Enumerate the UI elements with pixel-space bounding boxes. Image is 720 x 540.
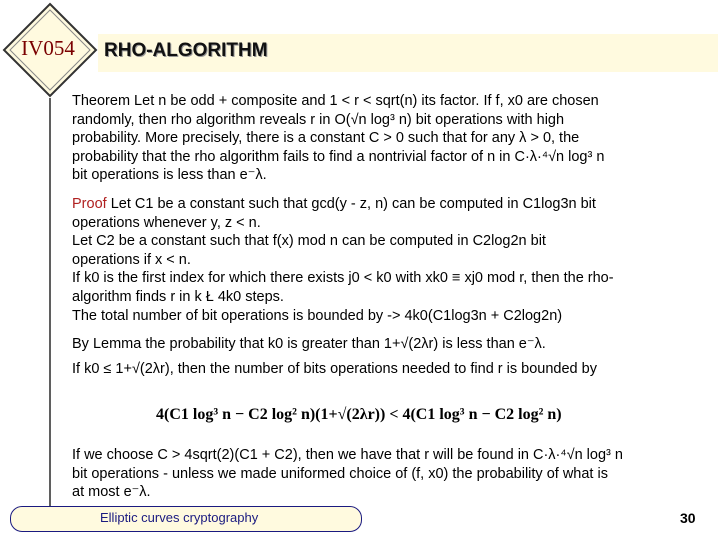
conclusion-line-3: at most e⁻λ. bbox=[72, 484, 151, 501]
left-rule bbox=[49, 98, 51, 508]
slide-content bbox=[72, 92, 704, 378]
proof-line-2: operations whenever y, z < n. bbox=[72, 214, 261, 231]
conclusion-line-1: If we choose C > 4sqrt(2)(C1 + C2), then we have that r will be found in C·λ·⁴√n log³ n bbox=[72, 447, 623, 463]
conclusion bbox=[72, 446, 704, 502]
page-number: 30 bbox=[680, 510, 696, 526]
theorem-line-5: bit operations is less than e⁻λ. bbox=[72, 167, 267, 184]
slide-title: RHO-ALGORITHM bbox=[104, 40, 268, 61]
theorem-line-3: probability. More precisely, there is a constant C > 0 such that for any λ > 0, the bbox=[72, 130, 580, 147]
footer-title: Elliptic curves cryptography bbox=[100, 510, 259, 525]
bound-formula: 4(C1 log³ n − C2 log² n)(1+√(2λr)) < 4(C1 log³ n − C2 log² n) bbox=[156, 406, 562, 423]
proof-line-6: algorithm finds r in k Ł 4k0 steps. bbox=[72, 288, 284, 305]
conclusion-line-2: bit operations - unless we made uniformed choice of (f, x0) the probability of what is bbox=[72, 465, 608, 482]
proof-label: Proof bbox=[72, 195, 107, 212]
header-number: IV054 bbox=[21, 36, 75, 60]
proof-line-5: If k0 is the first index for which there exists j0 < k0 with xk0 ≡ xj0 mod r, then the rho- bbox=[72, 270, 614, 287]
theorem-line-2: randomly, then rho algorithm reveals r in O(√n log³ n) bit operations with high bbox=[72, 111, 565, 128]
theorem-line-4: probability that the rho algorithm fails to find a nontrivial factor of n in C·λ·⁴√n log³ n bbox=[72, 148, 605, 165]
theorem-line-1: Theorem Let n be odd + composite and 1 < r < sqrt(n) its factor. If f, x0 are chosen bbox=[72, 93, 599, 109]
proof-line-3: Let C2 be a constant such that f(x) mod n can be computed in C2log2n bit bbox=[72, 233, 546, 250]
proof-line-1: Proof Let C1 be a constant such that gcd(y - z, n) can be computed in C1log3n bit bbox=[72, 195, 596, 212]
proof-line-4: operations if x < n. bbox=[72, 251, 191, 268]
lemma-line-1: By Lemma the probability that k0 is greater than 1+√(2λr) is less than e⁻λ. bbox=[72, 336, 546, 353]
lemma-line-2: If k0 ≤ 1+√(2λr), then the number of bits operations needed to find r is bounded by bbox=[72, 360, 597, 377]
proof-line-7: The total number of bit operations is bounded by -> 4k0(C1log3n + C2log2n) bbox=[72, 307, 563, 324]
theorem-label: Theorem bbox=[72, 93, 131, 109]
